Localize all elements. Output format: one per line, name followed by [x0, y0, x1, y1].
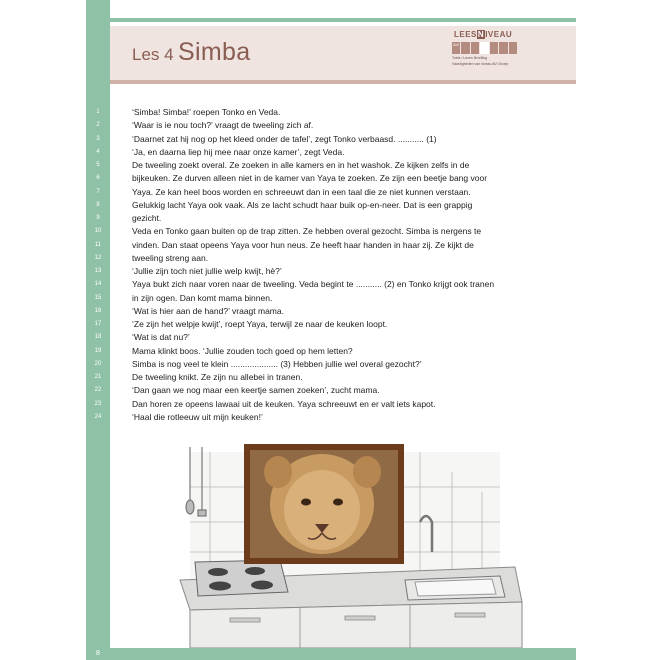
line-number: 16 — [94, 307, 102, 314]
line-number: 1 — [96, 109, 100, 115]
line-number: 24 — [94, 413, 102, 420]
line-number: 8 — [96, 201, 100, 208]
story-line: ‘Daarnet zat hij nog op het kleed onder de tafel’, zegt Tonko verbaasd. ........... (1) — [132, 133, 437, 144]
badge-title-part1: LEES — [454, 30, 477, 39]
story-line: ‘Wat is hier aan de hand?’ vraagt mama. — [132, 305, 284, 316]
badge-level-cell — [490, 42, 499, 54]
top-stripe — [110, 18, 576, 22]
badge-line-1: Toets / Lezen Nivelling — [452, 56, 488, 60]
line-number: 22 — [94, 387, 102, 394]
bottom-margin-bar — [86, 648, 576, 660]
story-line: Simba is nog veel te klein .................... (3) Hebben jullie wel overal gezocht?’ — [132, 358, 422, 369]
story-line: De tweeling knikt. Ze zijn nu allebei in tranen. — [132, 372, 303, 382]
counter-front — [190, 602, 522, 648]
story-line: Yaya. Ze kan heel boos worden en schreeuwt dan in een taal die ze niet kunnen verstaan. — [132, 186, 471, 197]
lesson-title — [132, 38, 250, 67]
line-number: 20 — [94, 360, 102, 367]
story-line: ‘Ja, en daarna liep hij mee naar onze kamer’, zegt Veda. — [132, 146, 345, 157]
badge-level-cell — [471, 42, 480, 54]
line-number: 13 — [94, 268, 102, 274]
story-line: Veda en Tonko gaan buiten op de trap zitten. Ze hebben overal gezocht. Simba is nergens te — [132, 226, 482, 237]
line-number: 21 — [94, 374, 102, 380]
page-number: 8 — [96, 650, 100, 657]
badge-title-n: N — [477, 30, 485, 39]
story-line: ‘Haal die rotleeuw uit mijn keuken!’ — [132, 411, 263, 422]
line-number: 23 — [94, 400, 102, 407]
story-line: Gelukkig lacht Yaya ook vaak. Als ze lacht schudt haar buik op-en-neer. Dat is een grappig — [132, 199, 473, 210]
badge-title-part2: IVEAU — [485, 30, 513, 39]
line-number: 17 — [94, 321, 102, 327]
lesson-prefix: Les 4 — [132, 45, 174, 64]
badge-level-cell — [509, 42, 518, 54]
line-number: 5 — [96, 162, 100, 168]
lesson-name: Simba — [178, 38, 251, 66]
story-line: Mama klinkt boos. ‘Jullie zouden toch goed op hem letten? — [132, 345, 353, 356]
story-line: ‘Dan gaan we nog maar een keertje samen zoeken’, zucht mama. — [132, 385, 380, 396]
story-line: ‘Wat is dat nu?’ — [132, 332, 190, 343]
line-number: 15 — [94, 294, 102, 301]
badge-level-cell — [480, 42, 489, 54]
line-number: 12 — [94, 254, 102, 261]
badge-line-2: Vaardigheden van niveau AVI Groep — [452, 62, 509, 66]
line-number: 19 — [94, 347, 102, 354]
story-line: in zijn ogen. Dan komt mama binnen. — [132, 292, 273, 303]
kitchen-lion-illustration — [170, 432, 540, 648]
line-number: 9 — [96, 215, 100, 221]
line-number: 18 — [94, 334, 102, 341]
story-line: ‘Waar is ie nou toch?’ vraagt de tweeling zich af. — [132, 120, 314, 131]
line-number: 4 — [96, 148, 100, 155]
story-line: gezicht. — [132, 213, 162, 223]
story-line: ‘Jullie zijn toch niet jullie welp kwijt, hè?’ — [132, 266, 282, 276]
line-number: 11 — [94, 241, 102, 248]
line-number: 3 — [96, 135, 100, 142]
story-line: bijkeuken. Ze durven alleen niet in de kamer van Yaya te zoeken. Ze zijn een beetje bang voor — [132, 173, 488, 184]
story-line: ‘Simba! Simba!’ roepen Tonko en Veda. — [132, 107, 281, 117]
line-number: 2 — [96, 122, 100, 129]
badge-level-cell — [461, 42, 470, 54]
story-line: Yaya bukt zich naar voren naar de tweeling. Veda begint te ........... (2) en Tonko krijgt ook tranen — [132, 279, 495, 290]
story-text — [132, 106, 557, 424]
badge-level-grid — [452, 42, 518, 54]
story-line: vinden. Dan staat opeens Yaya voor hun neus. Ze heeft haar handen in haar zij. Ze kijkt de — [132, 239, 474, 250]
line-numbers — [86, 106, 110, 424]
stove — [195, 560, 288, 596]
story-line: ‘Ze zijn het welpje kwijt’, roept Yaya, terwijl ze naar de keuken loopt. — [132, 319, 388, 329]
badge-title — [454, 30, 512, 39]
badge-level-cell — [499, 42, 508, 54]
line-number: 6 — [96, 175, 100, 182]
story-line: tweeling streng aan. — [132, 252, 209, 263]
story-line: De tweeling zoekt overal. Ze zoeken in alle kamers en in het washok. Ze kijken zelfs in de — [132, 160, 470, 170]
badge-level-cell: AVI — [452, 42, 461, 54]
story-line: Dan horen ze opeens lawaai uit de keuken. Yaya schreeuwt en er valt iets kapot. — [132, 398, 436, 409]
line-number: 7 — [96, 188, 100, 195]
lion-photo — [244, 444, 404, 564]
line-number: 10 — [94, 228, 102, 235]
line-number: 14 — [94, 281, 102, 288]
reading-level-badge — [450, 30, 522, 68]
